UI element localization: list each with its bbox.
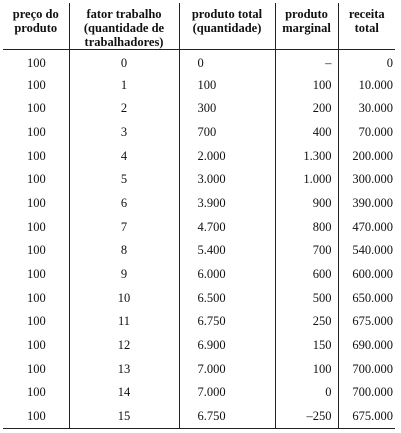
cell-fator-trabalho: 5 [69,168,179,192]
cell-receita-total: 10.000 [338,73,395,97]
cell-fator-trabalho: 15 [69,405,179,429]
cell-produto-total: 0 [179,50,275,74]
cell-receita-total: 700.000 [338,381,395,405]
cell-fator-trabalho: 12 [69,334,179,358]
cell-produto-marginal: 400 [275,121,338,145]
cell-produto-marginal: 800 [275,215,338,239]
table-row [3,239,395,263]
cell-receita-total: 675.000 [338,310,395,334]
cell-fator-trabalho: 4 [69,144,179,168]
cell-produto-marginal: – [275,50,338,74]
table-row [3,286,395,310]
cell-produto-marginal: 150 [275,334,338,358]
cell-preco: 100 [27,338,46,353]
cell-fator-trabalho: 8 [69,239,179,263]
table-row [3,334,395,358]
cell-preco: 100 [27,385,46,400]
cell-produto-total: 5.400 [179,239,275,263]
cell-produto-total: 6.000 [179,263,275,287]
table-row [3,381,395,405]
cell-produto-total: 6.750 [179,405,275,429]
cell-fator-trabalho: 11 [69,310,179,334]
header-line: produto total [191,7,263,21]
cell-receita-total: 700.000 [338,357,395,381]
cell-produto-marginal: 200 [275,97,338,121]
cell-receita-total: 0 [338,50,395,74]
cell-produto-marginal: 100 [275,73,338,97]
cell-receita-total: 300.000 [338,168,395,192]
cell-preco: 100 [3,405,69,429]
header-line: marginal [282,21,331,35]
cell-receita-total: 540.000 [338,239,395,263]
header-produto-marginal [275,3,338,50]
cell-produto-total: 6.500 [179,286,275,310]
cell-fator-trabalho: 7 [69,215,179,239]
cell-produto-total: 2.000 [179,144,275,168]
header-line: total [354,21,379,35]
table-row [3,310,395,334]
header-row [3,3,395,50]
cell-fator-trabalho: 14 [69,381,179,405]
table-row [3,73,395,97]
cell-produto-marginal: 700 [275,239,338,263]
cell-receita-total: 600.000 [338,263,395,287]
cell-fator-trabalho: 0 [69,50,179,74]
cell-produto-total: 4.700 [179,215,275,239]
header-line: preço do [12,7,59,21]
cell-produto-total: 100 [179,73,275,97]
cell-preco: 100 [27,361,46,376]
header-line: fator trabalho [86,7,162,21]
header-line: (quantidade) [192,21,262,35]
header-line: trabalhadores) [84,35,164,49]
table-row [3,357,395,381]
cell-preco: 100 [27,148,46,163]
cell-produto-total: 6.900 [179,334,275,358]
cell-produto-marginal: 1.000 [275,168,338,192]
cell-fator-trabalho: 1 [69,73,179,97]
table-row [3,405,395,429]
cell-produto-total: 3.000 [179,168,275,192]
cell-fator-trabalho: 2 [69,97,179,121]
cell-fator-trabalho: 6 [69,192,179,216]
table-row [3,97,395,121]
cell-produto-marginal: 500 [275,286,338,310]
table-body [3,50,395,429]
cell-fator-trabalho: 3 [69,121,179,145]
cell-produto-total: 7.000 [179,357,275,381]
table-row [3,144,395,168]
cell-fator-trabalho: 13 [69,357,179,381]
cell-receita-total: 470.000 [338,215,395,239]
cell-produto-total: 300 [179,97,275,121]
cell-preco: 100 [27,219,46,234]
table-row [3,121,395,145]
cell-produto-marginal: 250 [275,310,338,334]
cell-preco: 100 [27,56,46,71]
cell-produto-total: 7.000 [179,381,275,405]
header-line: produto [285,7,328,21]
cell-produto-total: 700 [179,121,275,145]
table-row [3,50,395,74]
cell-receita-total: 30.000 [338,97,395,121]
header-line: (quantidade de [83,21,165,35]
cell-receita-total: 690.000 [338,334,395,358]
cell-produto-marginal: –250 [275,405,338,429]
header-receita-total [338,3,395,50]
cell-receita-total: 70.000 [338,121,395,145]
header-line: receita [348,7,385,21]
cell-preco: 100 [27,101,46,116]
table-row [3,192,395,216]
cell-produto-total: 3.900 [179,192,275,216]
header-preco-do-produto [3,3,69,50]
cell-preco: 100 [27,290,46,305]
cell-preco: 100 [27,77,46,92]
cell-receita-total: 390.000 [338,192,395,216]
cell-preco: 100 [27,195,46,210]
cell-receita-total: 200.000 [338,144,395,168]
cell-receita-total: 675.000 [338,405,395,429]
cell-preco: 100 [27,124,46,139]
header-line: produto [14,21,58,35]
table-row [3,215,395,239]
header-produto-total [179,3,275,50]
cell-produto-marginal: 1.300 [275,144,338,168]
cell-preco: 100 [27,172,46,187]
production-table [3,3,395,429]
cell-produto-marginal: 0 [275,381,338,405]
cell-produto-marginal: 100 [275,357,338,381]
cell-preco: 100 [27,243,46,258]
cell-preco: 100 [27,314,46,329]
cell-preco: 100 [27,267,46,282]
cell-produto-marginal: 600 [275,263,338,287]
table-row [3,168,395,192]
cell-receita-total: 650.000 [338,286,395,310]
cell-fator-trabalho: 10 [69,286,179,310]
table-row [3,263,395,287]
cell-fator-trabalho: 9 [69,263,179,287]
header-fator-trabalho [69,3,179,50]
cell-produto-marginal: 900 [275,192,338,216]
cell-produto-total: 6.750 [179,310,275,334]
